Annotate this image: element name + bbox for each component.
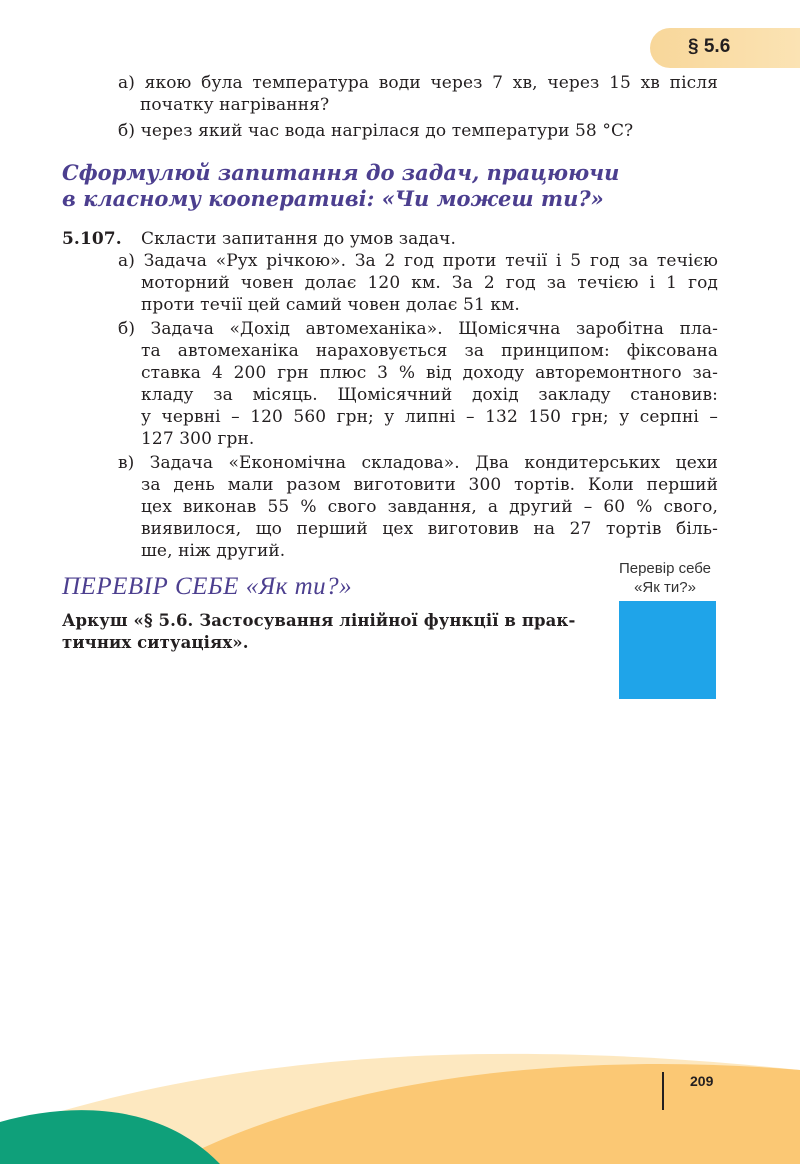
decorative-bottom-waves [0, 1040, 800, 1164]
section-tab-label: § 5.6 [688, 36, 731, 57]
item-c-line: виявилося, що перший цех виготовив на 27 тортів біль- [141, 519, 718, 539]
problem-title: Скласти запитання до умов задач. [141, 229, 457, 249]
qr-code-block[interactable] [619, 601, 716, 699]
section-tab [650, 28, 800, 68]
question-a-line1: а) якою була температура води через 7 хв, через 15 хв після [118, 73, 718, 93]
item-b-line: та автомеханіка нараховується за принципом: фіксована [141, 341, 718, 361]
item-b-line: у червні – 120 560 грн; у липні – 132 150 грн; у серпні – [141, 407, 718, 427]
item-b-line: б) Задача «Дохід автомеханіка». Щомісячна заробітна пла- [118, 319, 718, 339]
item-c-line: цех виконав 55 % свого завдання, а другий – 60 % свого, [141, 497, 718, 517]
item-b-line: кладу за місяць. Щомісячний дохід закладу становив: [141, 385, 718, 405]
item-c-line: за день мали разом виготовити 300 тортів. Коли перший [141, 475, 718, 495]
question-b: б) через який час вода нагрілася до температури 58 °C? [118, 121, 634, 141]
page-number: 209 [690, 1073, 714, 1089]
side-box-label-line2: «Як ти?» [634, 579, 696, 596]
side-box-label-line1: Перевір себе [618, 560, 712, 577]
item-a-line: проти течії цей самий човен долає 51 км. [141, 295, 520, 315]
item-c-line: в) Задача «Економічна складова». Два кондитерських цехи [118, 453, 718, 473]
check-text-line2: тичних ситуаціях». [62, 633, 249, 652]
item-b-line: ставка 4 200 грн плюс 3 % від доходу авторемонтного за- [141, 363, 718, 383]
item-b-line: 127 300 грн. [141, 429, 255, 449]
problem-number: 5.107. [62, 229, 122, 249]
item-c-line: ше, ніж другий. [141, 541, 286, 561]
question-a-line2: початку нагрівання? [140, 95, 330, 115]
cooperative-heading-line2: в класному кооперативі: «Чи можеш ти?» [62, 186, 604, 211]
page-number-divider [662, 1072, 664, 1110]
check-text-line1: Аркуш «§ 5.6. Застосування лінійної функції в прак- [62, 611, 576, 630]
check-heading: ПЕРЕВІР СЕБЕ «Як ти?» [62, 573, 353, 600]
item-a-line: моторний човен долає 120 км. За 2 год за течією і 1 год [141, 273, 718, 293]
cooperative-heading-line1: Сформулюй запитання до задач, працюючи [62, 160, 620, 185]
item-a-line: а) Задача «Рух річкою». За 2 год проти течії і 5 год за течією [118, 251, 718, 271]
